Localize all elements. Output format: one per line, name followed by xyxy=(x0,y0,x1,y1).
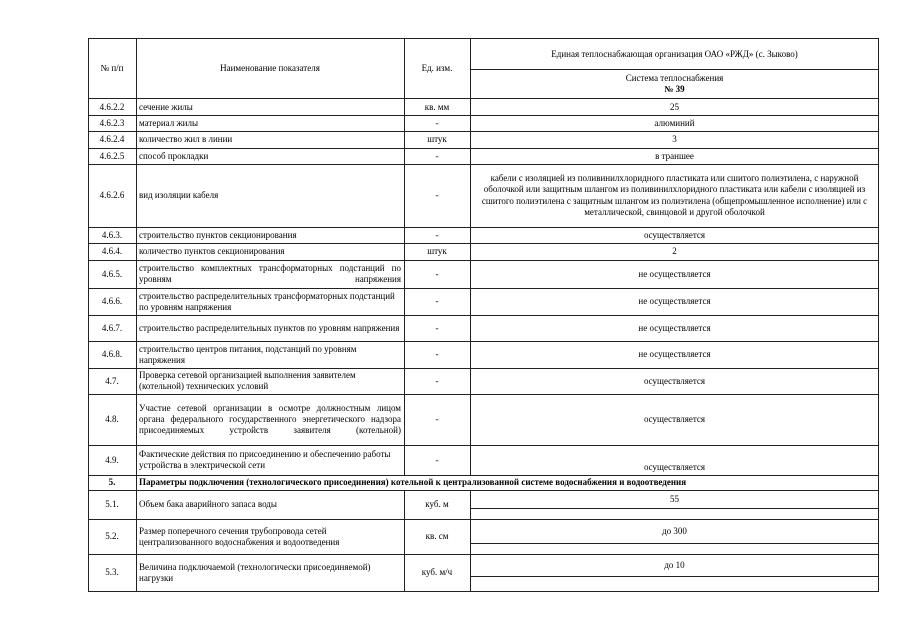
table-line xyxy=(88,315,879,316)
row-num: 5.1. xyxy=(105,499,119,509)
row-unit: - xyxy=(435,150,439,161)
header-system: Система теплоснабжения xyxy=(625,73,724,83)
row-num: 4.6.2.5 xyxy=(99,150,125,161)
row-num: 4.6.7. xyxy=(101,322,123,333)
row-name: Объем бака аварийного запаса воды xyxy=(139,499,277,509)
table-line xyxy=(88,288,879,289)
row-value: не осуществляется xyxy=(638,322,711,333)
row-name: способ прокладки xyxy=(139,150,209,161)
header-system-no: № 39 xyxy=(664,84,685,94)
row-unit: - xyxy=(435,268,439,279)
row-unit: куб. м xyxy=(425,499,449,509)
row-value: осуществляется xyxy=(643,462,706,472)
table-line xyxy=(88,227,879,228)
row-name: строительство распределительных пунктов по уровням напряжения xyxy=(139,322,400,333)
row-num: 4.6.3. xyxy=(101,229,123,240)
row-num: 4.9. xyxy=(105,454,119,465)
row-name: строительство пунктов секционирования xyxy=(139,229,297,240)
row-name: Размер поперечного сечения трубопровода сетей централизованного водоснабжения и водоотведения xyxy=(139,525,340,547)
row-num: 4.8. xyxy=(105,414,119,424)
table-line xyxy=(470,508,879,509)
row-unit: штук xyxy=(427,134,447,144)
table-line xyxy=(88,131,879,132)
row-value: осуществляется xyxy=(643,375,706,386)
table-line xyxy=(470,69,879,70)
table-line xyxy=(470,490,471,591)
header-name: Наименование показателя xyxy=(220,62,320,73)
row-num: 4.7. xyxy=(105,375,119,386)
header-org: Единая теплоснабжающая организация ОАО «РЖД» (с. Зыково) xyxy=(551,48,798,59)
row-name: строительство распределительных трансформаторных подстанций по уровням напряжения xyxy=(139,290,395,312)
row-unit: - xyxy=(435,349,439,359)
row-unit: куб. м/ч xyxy=(421,567,453,577)
table-line xyxy=(88,98,879,99)
row-num: 4.6.4. xyxy=(101,246,123,256)
table-border xyxy=(88,38,879,39)
row-num: 4.6.2.2 xyxy=(99,101,125,112)
table-line xyxy=(88,115,879,116)
row-name: сечение жилы xyxy=(139,101,193,112)
table-border xyxy=(88,38,89,591)
row-value: 2 xyxy=(672,246,677,256)
row-name: количество пунктов секционирования xyxy=(139,246,285,256)
row-value: 55 xyxy=(670,493,679,504)
row-num: 4.6.6. xyxy=(101,296,123,306)
table-line xyxy=(470,38,471,475)
row-num: 4.6.5. xyxy=(101,268,123,279)
row-unit: - xyxy=(435,190,439,200)
table-line xyxy=(88,394,879,395)
row-unit: - xyxy=(435,322,439,333)
table-line xyxy=(470,543,879,544)
row-unit: - xyxy=(435,229,439,240)
row-unit: - xyxy=(435,296,439,306)
table-line xyxy=(136,38,137,591)
row-value-multiline: кабели с изоляцией из поливинилхлоридного пластиката или сшитого полиэтилена, с наружной оболочкой или защитным шлангом из поливинилхлоридного пластиката или кабели с изоляцией из сшитого полиэтилена с защитным шлангом из полиэтилена (общепромышленное исполнение) или с металлической, свинцовой и другой оболочкой xyxy=(481,172,868,217)
row-unit: - xyxy=(435,414,439,424)
table-line xyxy=(88,475,879,476)
row-value: 25 xyxy=(670,101,679,112)
row-value: в траншее xyxy=(655,150,694,161)
row-num: 4.6.2.3 xyxy=(99,117,125,128)
row-num: 4.6.2.6 xyxy=(99,190,125,200)
row-unit: - xyxy=(435,375,439,386)
table-line xyxy=(88,368,879,369)
table-line xyxy=(404,38,405,475)
row-unit: кв. мм xyxy=(424,101,450,112)
table-border xyxy=(878,38,879,591)
row-value: 3 xyxy=(672,134,677,144)
row-value: не осуществляется xyxy=(638,349,711,359)
row-value: до 10 xyxy=(664,559,685,570)
table-line xyxy=(88,341,879,342)
table-line xyxy=(88,490,879,491)
row-num: 4.6.8. xyxy=(101,349,123,359)
row-unit: - xyxy=(435,454,439,465)
row-name: Участие сетевой организации в осмотре должностным лицом органа федерального государственного энергетического надзора присоединяемых устройств заявителя (котельной) xyxy=(139,403,401,435)
table-border xyxy=(88,591,879,592)
section-5-num: 5. xyxy=(108,477,116,487)
row-value: осуществляется xyxy=(643,414,706,424)
row-value: не осуществляется xyxy=(638,296,711,306)
header-num: № п/п xyxy=(100,62,124,73)
row-name: вид изоляции кабеля xyxy=(139,190,219,200)
table-line xyxy=(88,554,879,555)
table-line xyxy=(88,243,879,244)
row-value: осуществляется xyxy=(643,229,706,240)
row-name: Фактические действия по присоединению и обеспечению работы устройства в электрической сети xyxy=(139,449,391,470)
row-value: не осуществляется xyxy=(638,268,711,279)
table-line xyxy=(88,164,879,165)
row-name: материал жилы xyxy=(139,117,199,128)
row-name: Проверка сетевой организацией выполнения заявителем (котельной) технических условий xyxy=(139,370,356,391)
row-name: строительство комплектных трансформаторных подстанций по уровням напряжения xyxy=(139,263,401,284)
row-name: Величина подключаемой (технологически присоединяемой) нагрузки xyxy=(139,561,371,583)
row-unit: - xyxy=(435,117,439,128)
row-num: 5.2. xyxy=(105,531,119,541)
row-value: алюминий xyxy=(654,117,695,128)
row-num: 5.3. xyxy=(105,567,119,577)
row-name: строительство центров питания, подстанций по уровням напряжения xyxy=(139,343,357,365)
table-line xyxy=(88,445,879,446)
table-line xyxy=(88,519,879,520)
table-line xyxy=(88,260,879,261)
table-line xyxy=(470,576,879,577)
row-unit: кв. см xyxy=(425,531,449,541)
header-unit: Ед. изм. xyxy=(421,62,453,73)
section-5-title: Параметры подключения (технологического присоединения) котельной к централизованной системе водоснабжения и водоотведения xyxy=(139,477,687,487)
table-line xyxy=(88,148,879,149)
row-value: до 300 xyxy=(662,525,687,536)
table-line xyxy=(404,490,405,591)
row-name: количество жил в линии xyxy=(139,134,233,144)
row-num: 4.6.2.4 xyxy=(99,134,125,144)
row-unit: штук xyxy=(427,246,447,256)
